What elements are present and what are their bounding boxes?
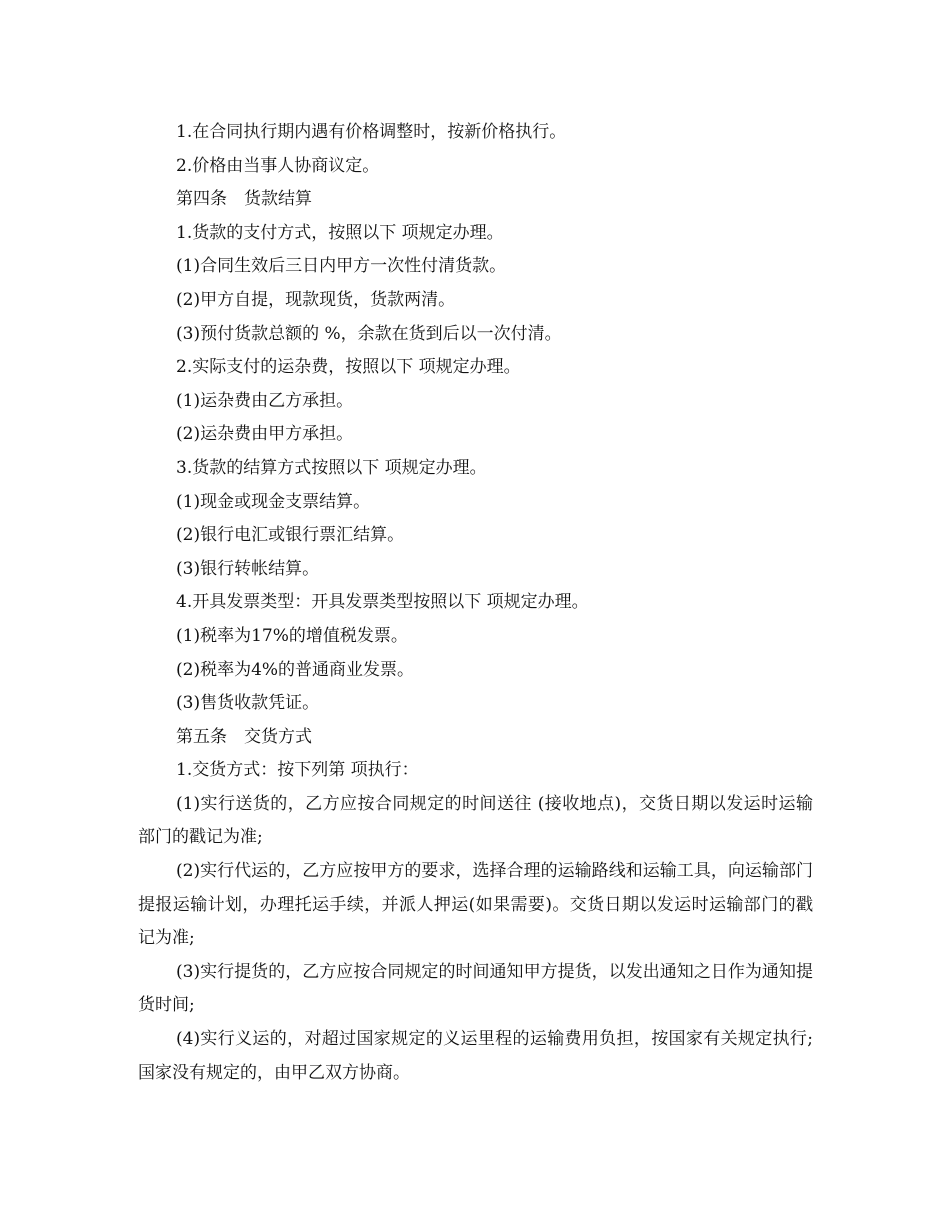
list-item: (2)银行电汇或银行票汇结算。 [176,525,405,546]
section-heading-article-5: 第五条 交货方式 [176,726,312,747]
list-item: (2)实行代运的，乙方应按甲方的要求，选择合理的运输路线和运输工具，向运输部门提报运输计划，办理托运手续，并派人押运(如果需要)。交货日期以发运时运输部门的戳记为准; [138,861,813,949]
paragraph-freight-payment: 2.实际支付的运杂费，按照以下 项规定办理。 [176,357,521,378]
paragraph-invoice-type: 4.开具发票类型：开具发票类型按照以下 项规定办理。 [176,592,589,613]
list-item: (2)甲方自提，现款现货，货款两清。 [176,289,456,310]
list-item: (1)税率为17%的增值税发票。 [176,625,408,646]
list-item: (1)现金或现金支票结算。 [176,491,371,512]
paragraph-delivery-method: 1.交货方式：按下列第 项执行： [176,760,419,781]
paragraph-price-negotiation: 2.价格由当事人协商议定。 [176,155,380,176]
list-item: (3)售货收款凭证。 [176,693,320,714]
list-item: (3)实行提货的，乙方应按合同规定的时间通知甲方提货，以发出通知之日作为通知提货时间; [138,961,813,1016]
list-item: (3)预付货款总额的 %，余款在货到后以一次付清。 [176,323,562,344]
list-item: (2)运杂费由甲方承担。 [176,424,354,445]
list-item: (4)实行义运的，对超过国家规定的义运里程的运输费用负担，按国家有关规定执行;国家没有规定的，由甲乙双方协商。 [138,1029,813,1083]
paragraph-price-adjustment: 1.在合同执行期内遇有价格调整时，按新价格执行。 [176,122,567,142]
list-item: (3)银行转帐结算。 [176,558,320,579]
section-heading-article-4: 第四条 货款结算 [176,189,312,210]
paragraph-payment-method: 1.货款的支付方式，按照以下 项规定办理。 [176,222,504,243]
list-item: (1)运杂费由乙方承担。 [176,390,354,411]
paragraph-settlement-method: 3.货款的结算方式按照以下 项规定办理。 [176,457,487,478]
list-item: (1)实行送货的，乙方应按合同规定的时间送往 (接收地点)，交货日期以发运时运输部门的戳记为准; [138,793,813,848]
document-body [138,116,813,1090]
list-item: (2)税率为4%的普通商业发票。 [176,659,415,680]
list-item: (1)合同生效后三日内甲方一次性付清货款。 [176,256,507,277]
